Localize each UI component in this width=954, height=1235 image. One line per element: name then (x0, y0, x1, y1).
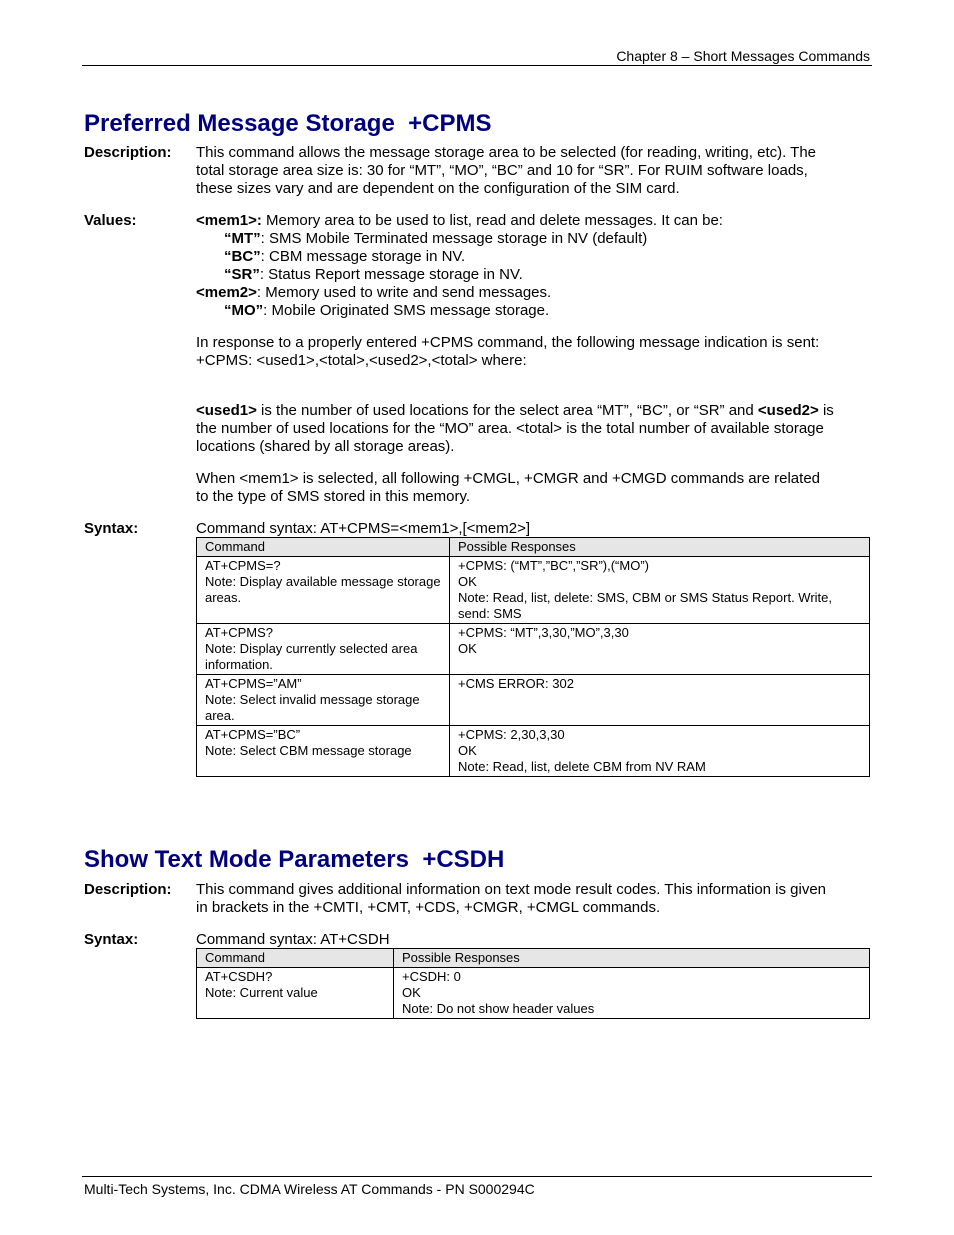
table-header-row (197, 538, 870, 557)
bc-text: : CBM message storage in NV. (260, 248, 466, 265)
response-text: +CPMS: “MT”,3,30,”MO”,3,30 (458, 625, 629, 640)
table-row (197, 968, 870, 1019)
response-text: +CSDH: 0 (402, 969, 461, 984)
table-header-row (197, 949, 870, 968)
table-row (197, 675, 870, 726)
response-cell (450, 624, 870, 675)
csdh-description-label: Description: (84, 881, 172, 898)
command-text: AT+CPMS=”AM” (205, 676, 302, 691)
command-cell (197, 968, 394, 1019)
mem2-line (196, 284, 836, 302)
column-header-responses: Possible Responses (450, 538, 870, 557)
csdh-syntax-label: Syntax: (84, 931, 139, 948)
cpms-values (196, 212, 836, 320)
mt-text: : SMS Mobile Terminated message storage in NV (default) (260, 230, 648, 247)
column-header-responses: Possible Responses (394, 949, 870, 968)
response-note: Note: Read, list, delete CBM from NV RAM (458, 759, 706, 774)
command-text: AT+CPMS? (205, 625, 274, 640)
mt-term: “MT” (224, 230, 261, 247)
page-header: Chapter 8 – Short Messages Commands (616, 48, 870, 64)
cpms-title: Preferred Message Storage +CPMS (84, 110, 492, 137)
column-header-command: Command (197, 538, 450, 557)
mo-line (196, 302, 836, 320)
csdh-syntax: Command syntax: AT+CSDH (196, 931, 390, 948)
cpms-mem1-note (196, 470, 836, 506)
cpms-description (196, 144, 836, 198)
command-cell (197, 726, 450, 777)
page-footer: Multi-Tech Systems, Inc. CDMA Wireless AT Commands - PN S000294C (84, 1181, 535, 1197)
response-intro: In response to a properly entered +CPMS command, the following message indication is sent: (196, 334, 820, 351)
command-cell (197, 624, 450, 675)
table-row (197, 624, 870, 675)
header-rule (82, 65, 872, 66)
used1-text: is the number of used locations for the select area “MT”, “BC”, or “SR” and (256, 402, 758, 419)
csdh-description-text: This command gives additional information on text mode result codes. This information is given in brackets in the +CMTI, +CMT, +CDS, +CMGR, +CMGL commands. (196, 881, 827, 916)
cpms-description-text: This command allows the message storage area to be selected (for reading, writing, etc). The total storage area size is: 30 for “MT”, “MO”, “BC” and 10 for “SR”. For RUIM software loads, these sizes vary and are dependent on the configuration of the SIM card. (196, 144, 817, 197)
response-ok: OK (458, 743, 477, 758)
cpms-syntax: Command syntax: AT+CPMS=<mem1>,[<mem2>] (196, 520, 531, 537)
cpms-syntax-label: Syntax: (84, 520, 139, 537)
mem2-text: : Memory used to write and send messages. (256, 284, 552, 301)
sr-text: : Status Report message storage in NV. (259, 266, 523, 283)
response-text: +CMS ERROR: 302 (458, 676, 574, 691)
mem2-term: <mem2> (196, 284, 257, 301)
used2-text: is the number of used locations for the “MO” area. <total> is the total number of available storage locations (shared by all storage areas). (196, 402, 834, 455)
command-text: AT+CPMS=”BC” (205, 727, 301, 742)
response-ok: OK (458, 641, 477, 656)
command-note: Note: Display currently selected area information. (205, 641, 418, 672)
response-text: +CPMS: 2,30,3,30 (458, 727, 565, 742)
cpms-values-label: Values: (84, 212, 137, 229)
command-note: Note: Current value (205, 985, 318, 1000)
command-cell (197, 675, 450, 726)
response-format: +CPMS: <used1>,<total>,<used2>,<total> where: (196, 352, 527, 369)
response-cell (450, 557, 870, 624)
cpms-used-block (196, 402, 836, 456)
response-cell (450, 675, 870, 726)
used1-term: <used1> (196, 402, 257, 419)
mo-text: : Mobile Originated SMS message storage. (263, 302, 550, 319)
command-cell (197, 557, 450, 624)
mem1-text: Memory area to be used to list, read and delete messages. It can be: (261, 212, 723, 229)
cpms-response-block (196, 334, 836, 370)
bc-term: “BC” (224, 248, 261, 265)
mem1-line (196, 212, 836, 230)
used-paragraph (196, 402, 836, 456)
used2-term: <used2> (757, 402, 819, 419)
response-cell (450, 726, 870, 777)
command-text: AT+CPMS=? (205, 558, 281, 573)
mem1-term: <mem1>: (196, 212, 262, 229)
table-row (197, 726, 870, 777)
cpms-command-table (196, 537, 870, 777)
response-note: Note: Do not show header values (402, 1001, 595, 1016)
command-text: AT+CSDH? (205, 969, 273, 984)
response-text: +CPMS: (“MT”,”BC”,”SR”),(“MO”) (458, 558, 649, 573)
sr-line (196, 266, 836, 284)
column-header-command: Command (197, 949, 394, 968)
mem1-note-text: When <mem1> is selected, all following +CMGL, +CMGR and +CMGD commands are related to the type of SMS stored in this memory. (196, 470, 821, 505)
response-ok: OK (458, 574, 477, 589)
response-ok: OK (402, 985, 421, 1000)
csdh-command-table (196, 948, 870, 1019)
mo-term: “MO” (224, 302, 264, 319)
cpms-description-label: Description: (84, 144, 172, 161)
table-row (197, 557, 870, 624)
bc-line (196, 248, 836, 266)
mt-line (196, 230, 836, 248)
csdh-title: Show Text Mode Parameters +CSDH (84, 846, 505, 873)
command-note: Note: Display available message storage areas. (205, 574, 441, 605)
command-note: Note: Select invalid message storage area. (205, 692, 420, 723)
response-note: Note: Read, list, delete: SMS, CBM or SMS Status Report. Write, send: SMS (458, 590, 833, 621)
response-cell (394, 968, 870, 1019)
csdh-description (196, 881, 836, 917)
command-note: Note: Select CBM message storage (205, 743, 412, 758)
sr-term: “SR” (224, 266, 260, 283)
footer-rule (82, 1176, 872, 1177)
